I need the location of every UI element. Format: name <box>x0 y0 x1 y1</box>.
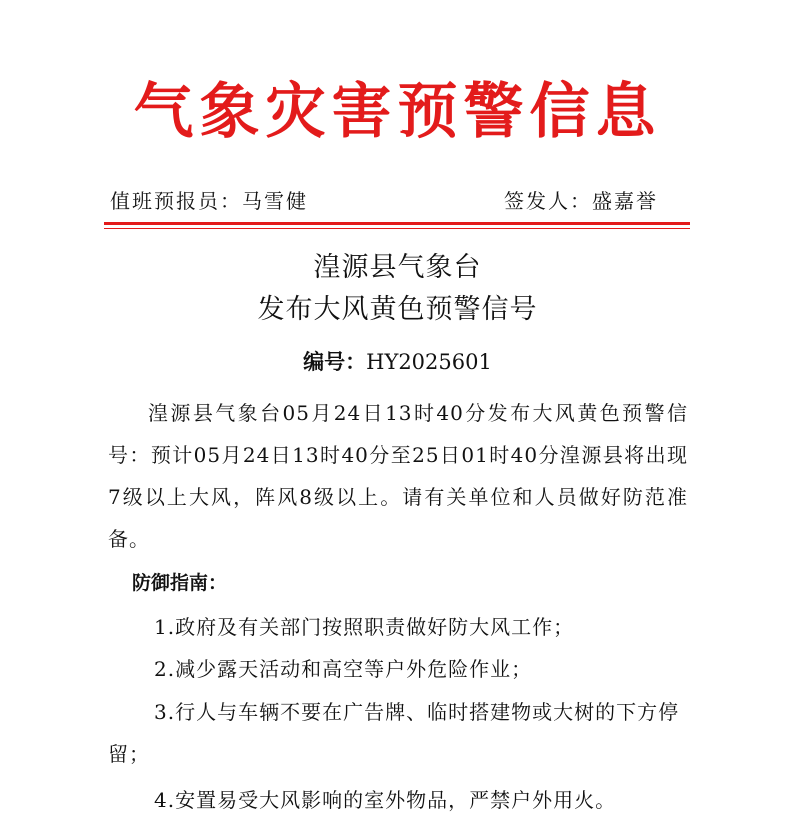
guide-item: 1.政府及有关部门按照职责做好防大风工作； <box>154 615 575 639</box>
masthead-title: 气象灾害预警信息 <box>133 77 662 147</box>
serial-value: HY2025601 <box>366 350 492 374</box>
staff-info-row <box>110 184 688 218</box>
issuing-office-heading: 湟源县气象台 <box>313 252 482 283</box>
guide-item: 3.行人与车辆不要在广告牌、临时搭建物或大树的下方停留； <box>108 700 680 766</box>
warning-body-paragraph: 湟源县气象台05月24日13时40分发布大风黄色预警信号：预计05月24日13时40分至25日01时40分湟源县将出现7级以上大风，阵风8级以上。请有关单位和人员做好防范准备。 <box>108 401 688 551</box>
warning-type-heading: 发布大风黄色预警信号 <box>257 294 538 325</box>
red-divider-thin <box>104 228 690 229</box>
forecaster-label: 值班预报员：马雪健 <box>110 189 308 213</box>
guide-item: 4.安置易受大风影响的室外物品，严禁户外用火。 <box>154 788 617 812</box>
defense-guide-title: 防御指南： <box>132 572 228 594</box>
issuer-label: 签发人：盛嘉誉 <box>504 189 658 213</box>
serial-number-line <box>0 346 795 378</box>
guide-item: 2.减少露天活动和高空等户外危险作业； <box>154 657 533 681</box>
red-divider-thick <box>104 222 690 225</box>
serial-label: 编号： <box>303 350 367 374</box>
